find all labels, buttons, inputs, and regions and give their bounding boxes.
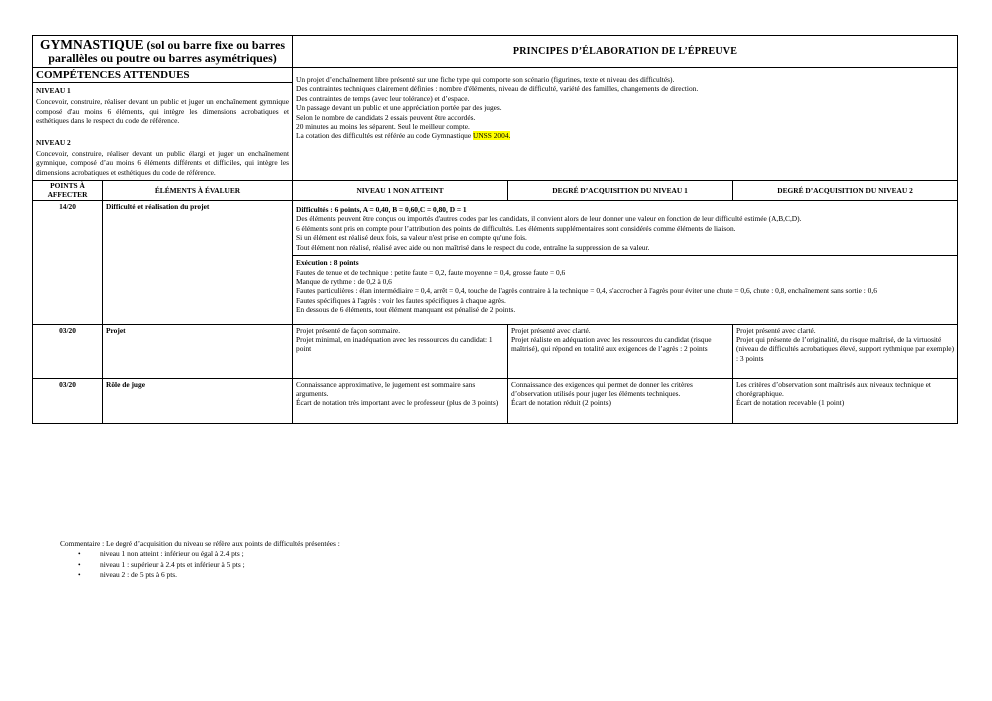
list-item: • niveau 1 : supérieur à 2.4 pts et inférieur à 5 pts ;	[100, 560, 340, 570]
header-niveau1-non-atteint: NIVEAU 1 NON ATTEINT	[293, 181, 508, 201]
cell-line: Projet présenté avec clarté.	[511, 325, 591, 335]
difficultes-title: Difficultés : 6 points, A = 0,40, B = 0,60,C = 0,80, D = 1	[296, 205, 467, 215]
principes-title: PRINCIPES D’ÉLABORATION DE L’ÉPREUVE	[293, 36, 958, 68]
niveau1-text: Concevoir, construire, réaliser devant un public et juger un enchaînement gymnique composé d'au moins 6 éléments, qui intègre les dimensions acrobatiques et esthétiques dans le respect du code de référence.	[36, 97, 290, 126]
difficultes-line: Des éléments peuvent être conçus ou importés d'autres codes par les candidats, il convient alors de leur donner une valeur en fonction de leur difficulté estimée (A,B,C,D).	[296, 214, 802, 224]
table-row	[33, 201, 958, 256]
cell-line: Écart de notation très important avec le professeur (plus de 3 points)	[296, 398, 499, 408]
table-row	[33, 324, 958, 378]
execution-line: Fautes spécifiques à l'agrès : voir les fautes spécifiques à chaque agrès.	[296, 295, 506, 305]
cell-line: Projet réaliste en adéquation avec les ressources du candidat (risque maîtrisé), qui répond en totalité aux exigences de l’agrès : 2 points	[511, 334, 712, 354]
difficultes-line: Si un élément est réalisé deux fois, sa valeur n'est prise en compte qu'une fois.	[296, 233, 527, 243]
difficultes-cell	[293, 201, 958, 256]
cell-line: Connaissance approximative, le jugement est sommaire sans arguments.	[296, 379, 476, 398]
principe-line: Selon le nombre de candidats 2 essais peuvent être accordés.	[296, 112, 476, 122]
table-row	[33, 378, 958, 423]
execution-title: Exécution : 8 points	[296, 258, 359, 268]
principe-line: Des contraintes de temps (avec leur tolérance) et d’espace.	[296, 93, 470, 103]
comment-list	[60, 549, 340, 580]
execution-line: Fautes particulières : élan intermédiaire = 0,4, arrêt = 0,4, touche de l'agrès contraire à la technique = 0,4, s'accrocher à l'agrès pour éviter une chute = 0,6, chute : 0,8, enchaînement sans sortie : 0,6	[296, 286, 877, 296]
evaluation-table	[32, 35, 958, 424]
row-element: Rôle de juge	[103, 378, 293, 423]
principe-line: 20 minutes au moins les séparent. Seul le meilleur compte.	[296, 122, 470, 132]
header-degre-niveau2: DEGRÉ D’ACQUISITION DU NIVEAU 2	[733, 181, 958, 201]
cell-line: Écart de notation recevable (1 point)	[736, 398, 845, 408]
cell-line: Projet minimal, en inadéquation avec les ressources du candidat: 1 point	[296, 334, 493, 354]
cell-line: Connaissance des exigences qui permet de donner les critères d’observation utilisés pour juger les éléments techniques.	[511, 379, 693, 398]
juge-degre-niveau2	[733, 378, 958, 423]
highlighted-code: UNSS 2004.	[472, 131, 511, 141]
niveau2-text: Concevoir, construire, réaliser devant un public élargi et juger un enchaînement gymnique, composé d’au moins 6 éléments différents et difficiles, qui intègre les dimensions acrobatiques et esthétiques du code de référence.	[36, 149, 290, 177]
principe-line-last	[296, 131, 954, 140]
difficultes-line: 6 éléments sont pris en compte pour l’attribution des points de difficultés. Les éléments supplémentaires sont considérés comme éléments de liaison.	[296, 223, 736, 233]
column-header-row	[33, 181, 958, 201]
execution-line: En dessous de 6 éléments, tout élément manquant est pénalisé de 2 points.	[296, 305, 516, 315]
row-points: 03/20	[33, 324, 103, 378]
principe-line: Un projet d’enchaînement libre présenté sur une fiche type qui comporte son scénario (figurines, texte et niveau des difficultés).	[296, 75, 675, 84]
cell-line: Projet présenté avec clarté.	[736, 325, 816, 335]
execution-line: Manque de rythme : de 0,2 à 0,6	[296, 276, 392, 286]
projet-degre-niveau1	[508, 324, 733, 378]
header-points: POINTS À AFFECTER	[33, 181, 103, 201]
row-element: Difficulté et réalisation du projet	[103, 201, 293, 324]
list-item: • niveau 1 non atteint : inférieur ou égal à 2.4 pts ;	[100, 549, 340, 559]
difficultes-line: Tout élément non réalisé, réalisé avec aide ou non maîtrisé dans le respect du code, entraîne la suppression de sa valeur.	[296, 242, 650, 252]
principe-line: Des contraintes techniques clairement définies : nombre d'éléments, niveau de difficulté, variété des familles, changements de direction.	[296, 84, 699, 94]
juge-degre-niveau1	[508, 378, 733, 423]
row-points: 14/20	[33, 201, 103, 324]
niveau1-label: NIVEAU 1	[36, 86, 71, 95]
header-elements: ÉLÉMENTS À ÉVALUER	[103, 181, 293, 201]
execution-line: Fautes de tenue et de technique : petite faute = 0,2, faute moyenne = 0,4, grosse faute = 0,6	[296, 267, 566, 277]
page-title	[33, 36, 293, 68]
row-element: Projet	[103, 324, 293, 378]
row-points: 03/20	[33, 378, 103, 423]
cell-line: Écart de notation réduit (2 points)	[511, 398, 611, 408]
title-sub: (sol ou barre fixe ou barres parallèles ou poutre ou barres asymétriques)	[48, 38, 286, 65]
execution-cell	[293, 256, 958, 324]
competences-cell	[33, 68, 293, 181]
juge-niveau1-non-atteint	[293, 378, 508, 423]
competences-heading: COMPÉTENCES ATTENDUES	[33, 68, 292, 83]
cell-line: Les critères d’observation sont maîtrisés aux niveaux technique et chorégraphique.	[736, 379, 931, 398]
principe-line: Un passage devant un public et une appréciation portée par des juges.	[296, 103, 502, 113]
header-degre-niveau1: DEGRÉ D’ACQUISITION DU NIVEAU 1	[508, 181, 733, 201]
niveau2-label: NIVEAU 2	[36, 137, 71, 147]
title-row	[33, 36, 958, 68]
principes-body	[293, 68, 958, 181]
cell-line: Projet qui présente de l’originalité, du risque maîtrisé, de la virtuosité (niveau de difficultés acrobatiques élevé, support rythmique par exemple) : 3 points	[736, 334, 955, 363]
title-main: GYMNASTIQUE	[39, 37, 144, 52]
competences-row	[33, 68, 958, 181]
comment-intro: Commentaire : Le degré d’acquisition du niveau se réfère aux points de difficultés présentées :	[60, 539, 340, 548]
principe-line-text: La cotation des difficultés est référée au code Gymnastique	[296, 131, 473, 141]
projet-degre-niveau2	[733, 324, 958, 378]
list-item: • niveau 2 : de 5 pts à 6 pts.	[100, 570, 340, 580]
comment-block	[60, 539, 340, 581]
cell-line: Projet présenté de façon sommaire.	[296, 325, 401, 335]
projet-niveau1-non-atteint	[293, 324, 508, 378]
